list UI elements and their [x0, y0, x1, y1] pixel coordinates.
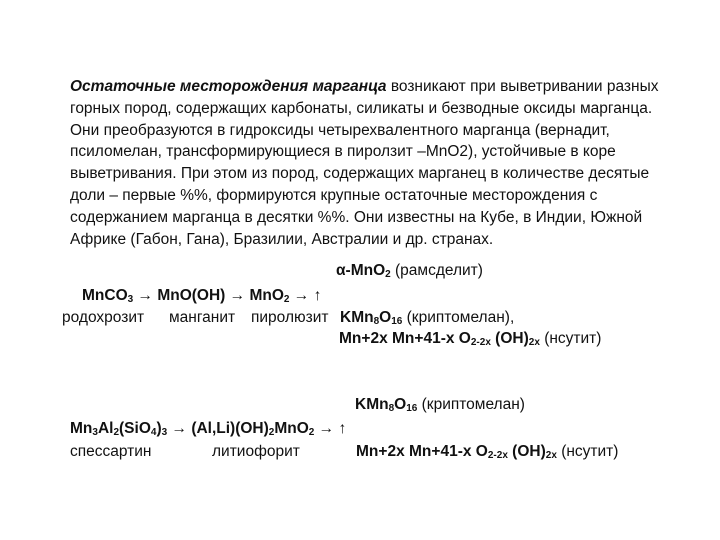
paragraph-lead: Остаточные месторождения марганца	[70, 78, 387, 95]
scheme1-nsutite-line	[339, 330, 601, 352]
scheme2-top-line	[355, 396, 525, 418]
scheme1-chain	[82, 287, 321, 309]
scheme1-top-note: (рамсделит)	[390, 262, 483, 279]
scheme1-formula-3: MnO2	[249, 287, 290, 305]
scheme1-kmn-note: (криптомелан),	[402, 309, 515, 326]
scheme2-arrow-2: →	[318, 420, 335, 437]
scheme1-formula-2: MnO(OH)	[157, 287, 226, 304]
scheme2-mineral-1: спессартин	[70, 443, 152, 460]
scheme1-nsutite-formula: Mn+2x Mn+41-x O2-2x (OH)2x	[339, 330, 540, 348]
scheme1-top-formula: α-MnO2	[336, 262, 391, 280]
description-paragraph	[70, 76, 670, 250]
scheme1-mineral-2: манганит	[169, 309, 236, 326]
scheme2-arrow-1: →	[171, 420, 187, 437]
scheme1-arrow-1: →	[137, 287, 154, 304]
scheme2-formula-1: Mn3Al2(SiO4)3	[70, 420, 168, 438]
scheme1-top-line	[336, 262, 483, 284]
scheme1-formula-1: MnCO3	[82, 287, 134, 305]
scheme1-nsutite-note: (нсутит)	[539, 330, 602, 347]
scheme1-arrow-2: →	[229, 287, 246, 304]
scheme2-nsutite-formula: Mn+2x Mn+41-x O2-2x (OH)2x	[356, 443, 557, 461]
scheme1-arrow-3: →	[293, 287, 310, 304]
scheme2-chain	[70, 420, 346, 442]
scheme2-nsutite-note: (нсутит)	[556, 443, 619, 460]
paragraph-body: возникают при выветривании разных горных пород, содержащих карбонаты, силикаты и безводные оксиды марганца. Они преобразуются в гидроксиды четырехвалентного марганца (вернадит, псиломелан, трансформирующиеся в пиролзит –MnO2), устойчивые в коре выветривания. При этом из пород, содержащих марганец в количестве десятые доли – первые %%, формируются крупные остаточные месторождения с содержанием марганца в десятки %%. Они известны на Кубе, в Индии, Южной Африке (Габон, Гана), Бразилии, Австралии и др. странах.	[70, 78, 659, 248]
scheme2-top-note: (криптомелан)	[417, 396, 525, 413]
scheme1-mineral-3: пиролюзит	[251, 309, 329, 326]
scheme2-top-formula: KMn8O16	[355, 396, 418, 414]
scheme2-formula-2: (Al,Li)(OH)2MnO2	[191, 420, 315, 438]
scheme1-kmn-formula: KMn8O16	[340, 309, 403, 327]
scheme1-mineral-1: родохрозит	[62, 309, 145, 326]
scheme2-mineral-2: литиофорит	[212, 443, 300, 460]
scheme2-branch-icon: ↑	[338, 420, 347, 437]
scheme1-branch-icon: ↑	[313, 287, 322, 304]
